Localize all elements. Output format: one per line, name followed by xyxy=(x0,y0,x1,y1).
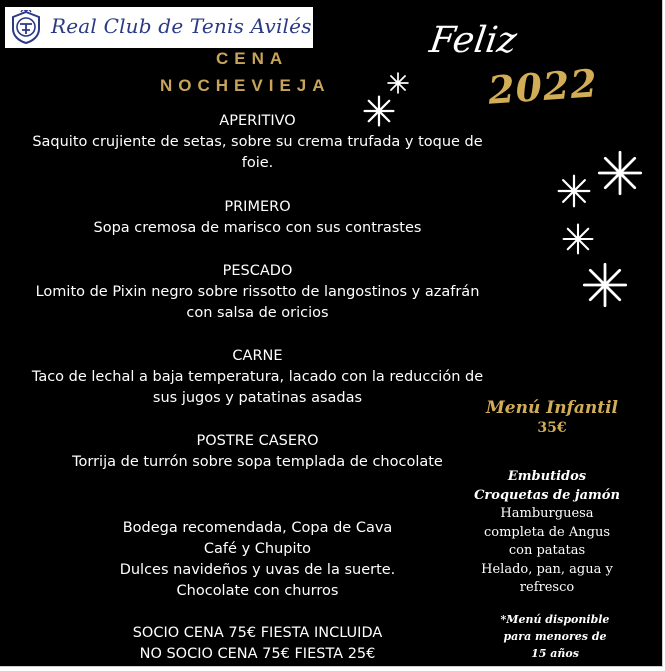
course-description: foie. xyxy=(241,155,274,171)
kids-menu-price: 35€ xyxy=(537,420,567,436)
kids-menu-items xyxy=(467,468,627,598)
course-aperitivo xyxy=(10,111,505,174)
kids-item: completa de Angus xyxy=(484,524,610,540)
kids-note-line: *Menú disponible xyxy=(500,613,610,626)
course-label: APERITIVO xyxy=(219,113,296,129)
price-member: SOCIO CENA 75€ FIESTA INCLUIDA xyxy=(132,625,383,641)
new-year-greeting xyxy=(420,20,600,115)
menu-prices xyxy=(10,623,505,665)
greeting-year: 2022 xyxy=(486,60,600,113)
event-title-line1: CENA xyxy=(216,49,289,68)
course-pescado xyxy=(10,261,505,324)
kids-note-line: 15 años xyxy=(531,647,579,660)
menu-extras xyxy=(10,518,505,602)
kids-note-line: para menores de xyxy=(503,630,607,643)
course-label: PRIMERO xyxy=(224,199,291,215)
greeting-word: Feliz xyxy=(427,20,520,61)
course-label: CARNE xyxy=(232,348,283,364)
kids-menu-title: Menú Infantil xyxy=(485,398,619,418)
sparkle-star-icon xyxy=(387,72,409,94)
extras-line: Café y Chupito xyxy=(203,541,312,557)
course-description: sus jugos y patatinas asadas xyxy=(152,390,363,406)
price-non-member: NO SOCIO CENA 75€ FIESTA 25€ xyxy=(139,646,376,662)
course-label: PESCADO xyxy=(222,263,293,279)
course-description: Taco de lechal a baja temperatura, lacado con la reducción de xyxy=(31,369,484,385)
extras-line: Chocolate con churros xyxy=(176,583,339,599)
course-postre xyxy=(10,431,505,473)
course-description: Torrija de turrón sobre sopa templada de chocolate xyxy=(72,454,443,470)
extras-line: Dulces navideños y uvas de la suerte. xyxy=(119,562,396,578)
course-carne xyxy=(10,346,505,409)
event-title-line2: NOCHEVIEJA xyxy=(160,76,331,95)
club-header xyxy=(5,7,313,48)
sparkle-star-icon xyxy=(597,150,643,196)
course-label: POSTRE CASERO xyxy=(196,433,319,449)
extras-line: Bodega recomendada, Copa de Cava xyxy=(122,520,393,536)
kids-item: Hamburguesa xyxy=(500,506,594,521)
sparkle-star-icon xyxy=(557,174,591,208)
club-name: Real Club de Tenis Avilés xyxy=(51,14,312,38)
kids-menu-note xyxy=(475,611,635,662)
sparkle-star-icon xyxy=(562,223,594,255)
kids-menu-header xyxy=(467,398,637,436)
course-description: Sopa cremosa de marisco con sus contrastes xyxy=(93,220,422,236)
course-description: con salsa de oricios xyxy=(186,305,329,321)
course-description: Saquito crujiente de setas, sobre su crema trufada y toque de xyxy=(32,134,483,150)
kids-item: Helado, pan, agua y xyxy=(481,561,613,577)
sparkle-star-icon xyxy=(582,262,628,308)
club-crest-icon xyxy=(8,10,44,45)
kids-item: refresco xyxy=(519,580,575,595)
kids-item: Croquetas de jamón xyxy=(474,487,620,503)
course-primero xyxy=(10,197,505,239)
kids-item: con patatas xyxy=(508,543,586,558)
kids-item: Embutidos xyxy=(507,469,587,484)
course-description: Lomito de Pixin negro sobre rissotto de langostinos y azafrán xyxy=(35,284,480,300)
